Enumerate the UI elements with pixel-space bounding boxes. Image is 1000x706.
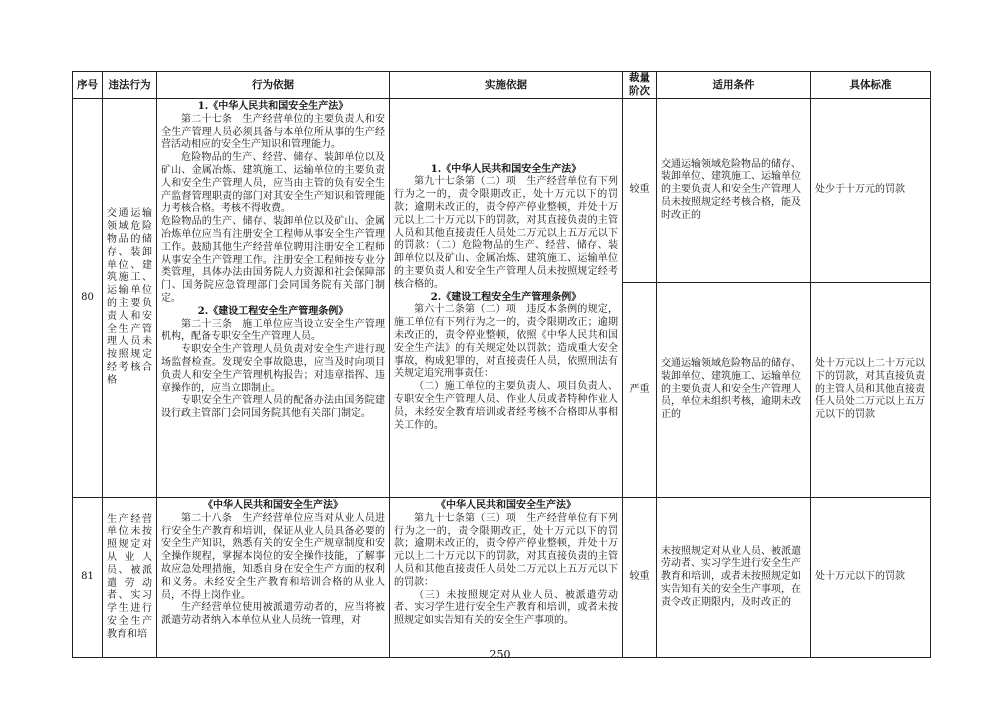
violation-cell: 生产经营单位未按照规定对从业人员、被派遣劳动者、实习学生进行安全生产教育和培 <box>103 498 157 658</box>
impl-paragraph: （三）未按照规定对从业人员、被派遣劳动者、实习学生进行安全生产教育和培训，或者未按照规定如实告知有关的安全生产事项的。 <box>394 589 618 627</box>
header-no: 序号 <box>73 72 103 99</box>
impl-paragraph: 第九十七条第（三）项 生产经营单位有下列行为之一的，责令限期改正，处十万元以下的罚款；逾期未改正的，责令停产停业整顿，并处十万元以上二十万元以下的罚款，对其直接负责的主管人员和其他直接责任人员处二万元以上五万元以下的罚款： <box>394 512 618 588</box>
condition-cell: 交通运输领域危险物品的储存、装卸单位、建筑施工、运输单位的主要负责人和安全生产管理人员，单位未组织考核，逾期未改正的 <box>657 283 811 498</box>
condition-cell: 交通运输领域危险物品的储存、装卸单位、建筑施工、运输单位的主要负责人和安全生产管理人员未按照规定经考核合格，能及时改正的 <box>657 99 811 283</box>
basis-paragraph: 第二十八条 生产经营单位应当对从业人员进行安全生产教育和培训，保证从业人员具备必要的安全生产知识，熟悉有关的安全生产规章制度和安全操作规程，掌握本岗位的安全操作技能，了解事故应急处理措施，知悉自身在安全生产方面的权利和义务。未经安全生产教育和培训合格的从业人员，不得上岗作业。 <box>161 512 385 601</box>
header-standard: 具体标准 <box>811 72 931 99</box>
header-row <box>73 72 931 99</box>
basis-cell <box>157 99 390 498</box>
impl-paragraph: 第九十七条第（二）项 生产经营单位有下列行为之一的，责令限期改正，处十万元以下的罚款；逾期未改正的，责令停产停业整顿，并处十万元以上二十万元以下的罚款，对其直接负责的主管人员和其他直接责任人员处二万元以上五万元以下的罚款：（二）危险物品的生产、经营、储存、装卸单位以及矿山、金属冶炼、建筑施工、运输单位的主要负责人和安全生产管理人员未按照规定经考核合格的。 <box>394 176 618 290</box>
header-basis: 行为依据 <box>157 72 390 99</box>
impl-paragraph: 第六十二条第（二）项 违反本条例的规定，施工单位有下列行为之一的，责令限期改正；逾期未改正的，责令停业整顿，依照《中华人民共和国安全生产法》的有关规定处以罚款；造成重大安全事故，构成犯罪的，对直接责任人员，依照刑法有关规定追究刑事责任： <box>394 304 618 380</box>
violation-cell: 交通运输领域危险物品的储存、装卸单位、建筑施工、运输单位的主要负责人和安全生产管理人员未按照规定经考核合格 <box>103 99 157 498</box>
header-impl: 实施依据 <box>390 72 623 99</box>
basis-paragraph: 专职安全生产管理人员的配备办法由国务院建设行政主管部门会同国务院其他有关部门制定。 <box>161 395 385 420</box>
basis-heading: 《中华人民共和国安全生产法》 <box>203 500 343 511</box>
basis-paragraph: 生产经营单位使用被派遣劳动者的，应当将被派遣劳动者纳入本单位从业人员统一管理，对 <box>161 602 385 627</box>
standard-cell: 处少于十万元的罚款 <box>811 99 931 283</box>
level-cell: 较重 <box>623 99 657 283</box>
impl-cell <box>390 498 623 658</box>
header-level: 裁量阶次 <box>623 72 657 99</box>
header-violation: 违法行为 <box>103 72 157 99</box>
table-row <box>73 498 931 658</box>
row-number: 80 <box>73 99 103 498</box>
row-number: 81 <box>73 498 103 658</box>
basis-heading: 1.《中华人民共和国安全生产法》 <box>197 101 349 112</box>
table-row <box>73 99 931 283</box>
impl-heading: 《中华人民共和国安全生产法》 <box>436 500 576 511</box>
impl-cell <box>390 99 623 498</box>
impl-heading: 2.《建设工程安全生产管理条例》 <box>430 291 582 303</box>
basis-heading: 2.《建设工程安全生产管理条例》 <box>197 305 349 317</box>
level-cell: 较重 <box>623 498 657 658</box>
basis-paragraph: 第二十七条 生产经营单位的主要负责人和安全生产管理人员必须具备与本单位所从事的生产经营活动相应的安全生产知识和管理能力。 <box>161 113 385 151</box>
level-cell: 严重 <box>623 283 657 498</box>
basis-paragraph: 专职安全生产管理人员负责对安全生产进行现场监督检查。发现安全事故隐患，应当及时向项目负责人和安全生产管理机构报告；对违章指挥、违章操作的，应当立即制止。 <box>161 344 385 394</box>
basis-paragraph: 危险物品的生产、储存、装卸单位以及矿山、金属冶炼单位应当有注册安全工程师从事安全生产管理工作。鼓励其他生产经营单位聘用注册安全工程师从事安全生产管理工作。注册安全工程师按专业分类管理，具体办法由国务院人力资源和社会保障部门、国务院应急管理部门会同国务院有关部门制定。 <box>161 216 385 304</box>
condition-cell: 未按照规定对从业人员、被派遣劳动者、实习学生进行安全生产教育和培训，或者未按照规定如实告知有关的安全生产事项，在责令改正期限内，及时改正的 <box>657 498 811 658</box>
basis-paragraph: 危险物品的生产、经营、储存、装卸单位以及矿山、金属冶炼、建筑施工、运输单位的主要负责人和安全生产管理人员，应当由主管的负有安全生产监督管理职责的部门对其安全生产知识和管理能力考核合格。考核不得收费。 <box>161 152 385 215</box>
standard-cell: 处十万元以下的罚款 <box>811 498 931 658</box>
impl-heading: 1.《中华人民共和国安全生产法》 <box>430 163 582 175</box>
header-condition: 适用条件 <box>657 72 811 99</box>
impl-paragraph: （二）施工单位的主要负责人、项目负责人、专职安全生产管理人员、作业人员或者特种作业人员，未经安全教育培训或者经考核不合格即从事相关工作的。 <box>394 381 618 431</box>
basis-paragraph: 第二十三条 施工单位应当设立安全生产管理机构，配备专职安全生产管理人员。 <box>161 318 385 343</box>
basis-cell <box>157 498 390 658</box>
penalty-table <box>72 71 931 658</box>
standard-cell: 处十万元以上二十万元以下的罚款，对其直接负责的主管人员和其他直接责任人员处二万元以上五万元以下的罚款 <box>811 283 931 498</box>
page-number: 250 <box>489 648 511 661</box>
